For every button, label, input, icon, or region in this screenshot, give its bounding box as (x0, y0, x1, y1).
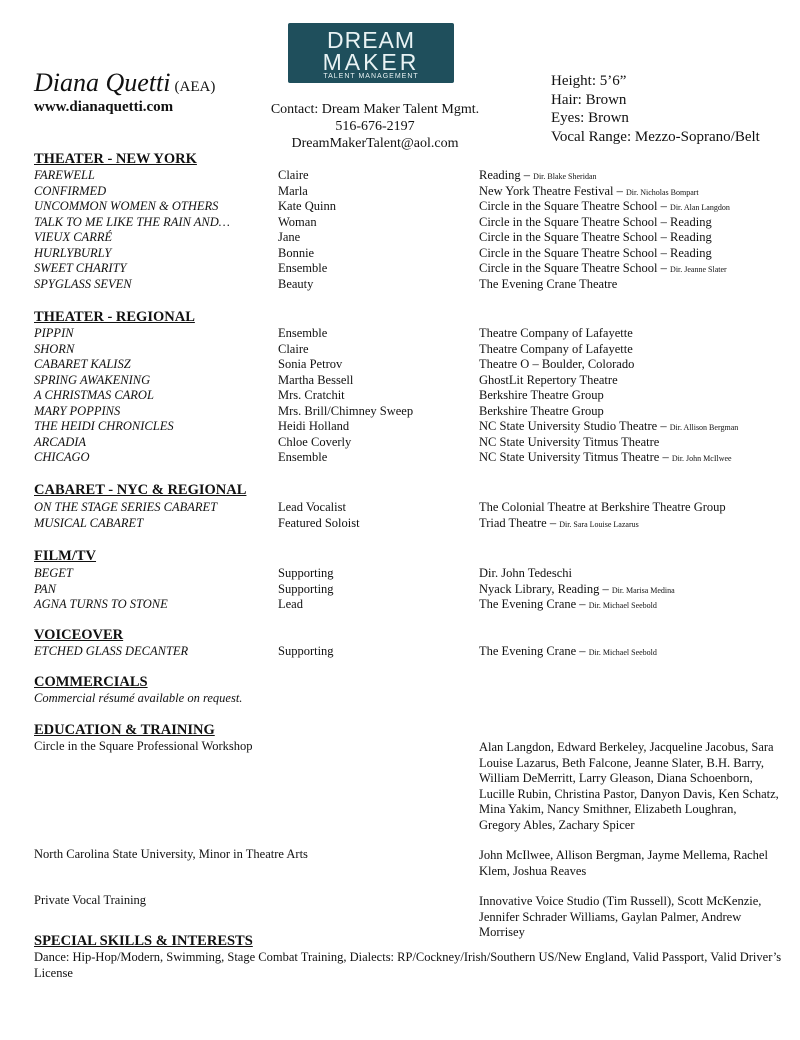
credit-venue (479, 184, 699, 199)
director-text: Dir. Michael Seebold (588, 601, 657, 610)
credit-role: Lead Vocalist (278, 500, 346, 514)
director-text: Dir. Sara Louise Lazarus (559, 519, 639, 529)
credit-venue (479, 500, 726, 515)
education-teachers: John McIlwee, Allison Bergman, Jayme Mellema, Rachel Klem, Joshua Reaves (479, 848, 768, 878)
venue-text: Theatre Company of Lafayette (479, 341, 633, 356)
venue-text: The Evening Crane – (479, 644, 589, 658)
credit-role: Beauty (278, 276, 314, 291)
credit-role: Lead (278, 597, 303, 611)
venue-text: Reading – (479, 168, 534, 182)
credit-row (0, 261, 800, 277)
education-program: Private Vocal Training (34, 893, 147, 907)
venue-text: Circle in the Square Theatre School – (479, 261, 671, 275)
credit-row (0, 326, 800, 342)
credit-role: Woman (278, 214, 317, 229)
credit-venue (479, 566, 572, 581)
contact-agency: Contact: Dream Maker Talent Mgmt. (270, 102, 480, 117)
venue-text: NC State University Titmus Theatre – (479, 450, 672, 464)
credit-title: SPYGLASS SEVEN (34, 276, 132, 291)
logo-line-1: DREAM (326, 27, 416, 53)
credit-role: Kate Quinn (278, 199, 336, 213)
credit-role: Heidi Holland (278, 419, 350, 433)
credit-row (0, 277, 800, 293)
venue-text: Circle in the Square Theatre School – Reading (479, 214, 712, 229)
credit-venue (479, 435, 659, 450)
credit-row (0, 516, 800, 532)
credit-venue (479, 277, 617, 292)
credit-role: Ensemble (278, 261, 328, 275)
credit-role: Marla (278, 183, 308, 198)
section-header-skills: SPECIAL SKILLS & INTERESTS (34, 933, 253, 949)
credit-venue (479, 644, 657, 659)
education-program: North Carolina State University, Minor in Theatre Arts (34, 847, 308, 861)
credit-row (0, 582, 800, 598)
credit-role: Jane (278, 230, 301, 244)
section-header-film-tv: FILM/TV (34, 548, 97, 564)
credit-role: Martha Bessell (278, 372, 354, 387)
credit-title: UNCOMMON WOMEN & OTHERS (34, 199, 219, 213)
credit-venue (479, 388, 604, 403)
logo-line-2: MAKER (322, 49, 420, 75)
director-text: Dir. John McIlwee (671, 454, 732, 463)
credit-row (0, 199, 800, 215)
contact-email[interactable]: DreamMakerTalent@aol.com (291, 136, 459, 151)
credit-role: Supporting (278, 566, 334, 580)
credit-row (0, 373, 800, 389)
credit-row (0, 215, 800, 231)
credit-title: SPRING AWAKENING (34, 372, 151, 387)
credit-row (0, 450, 800, 466)
section-header-theater-ny: THEATER - NEW YORK (34, 151, 197, 167)
education-program: Circle in the Square Professional Workshop (34, 739, 253, 753)
credit-title: HURLYBURLY (34, 245, 112, 260)
credit-venue (479, 516, 639, 531)
actor-name-text: Diana Quetti (34, 68, 171, 97)
venue-text: Nyack Library, Reading – (479, 581, 612, 596)
credit-venue (479, 582, 675, 597)
credit-venue (479, 261, 727, 276)
director-text: Dir. Jeanne Slater (670, 265, 727, 274)
venue-text: Theatre O – Boulder, Colorado (479, 357, 635, 371)
skills-text: Dance: Hip-Hop/Modern, Swimming, Stage Combat Training, Dialects: RP/Cockney/Irish/Southern US/New England, Valid Passport, Valid Driver’s License (34, 950, 782, 980)
credit-row (0, 435, 800, 451)
credit-title: VIEUX CARRÉ (34, 230, 113, 244)
credit-title: SHORN (34, 341, 75, 356)
credit-row (0, 230, 800, 246)
credit-role: Mrs. Cratchit (278, 388, 345, 402)
credit-role: Chloe Coverly (278, 434, 352, 449)
credit-row (0, 500, 800, 516)
credit-venue (479, 168, 597, 183)
credit-row (0, 168, 800, 184)
stat-height: Height: 5’6” (551, 73, 627, 89)
credit-venue (479, 215, 712, 230)
venue-text: Dir. John Tedeschi (479, 566, 572, 580)
website-link[interactable]: www.dianaquetti.com (34, 99, 174, 115)
actor-name (34, 68, 215, 98)
credit-row (0, 597, 800, 613)
credit-venue (479, 419, 738, 434)
credit-role: Sonia Petrov (278, 357, 343, 371)
credit-row (0, 566, 800, 582)
venue-text: Berkshire Theatre Group (479, 403, 604, 418)
logo-line-3: TALENT MANAGEMENT (323, 73, 419, 80)
section-header-commercials: COMMERCIALS (34, 674, 148, 690)
credit-row (0, 246, 800, 262)
commercials-note: Commercial résumé available on request. (34, 691, 243, 705)
credit-role: Bonnie (278, 245, 315, 260)
credit-title: A CHRISTMAS CAROL (34, 388, 154, 402)
credit-row (0, 184, 800, 200)
credit-venue (479, 246, 712, 261)
director-text: Dir. Blake Sheridan (533, 172, 597, 181)
venue-text: The Evening Crane Theatre (479, 276, 618, 291)
credit-title: CHICAGO (34, 450, 90, 464)
venue-text: NC State University Studio Theatre – (479, 419, 670, 433)
education-teachers: Alan Langdon, Edward Berkeley, Jacqueline Jacobus, Sara Louise Lazarus, Beth Falcone, Jeanne Slater, B.H. Barry, William DeMerritt, Larry Gleason, Diana Schoenborn, Lucille Rubin, Christina Pastor, Danyon Davis, Ken Schatz, Mina Yakim, Nancy Smithner, Elizabeth Loughran, Gregory Ables, Zachary Spicer (479, 740, 779, 832)
section-header-voiceover: VOICEOVER (34, 627, 124, 643)
credit-title: BEGET (34, 566, 73, 580)
contact-phone[interactable]: 516-676-2197 (335, 119, 415, 134)
venue-text: Circle in the Square Theatre School – (479, 199, 671, 213)
contact-block (262, 101, 488, 152)
physical-stats (551, 72, 760, 146)
venue-text: Berkshire Theatre Group (479, 388, 604, 402)
section-header-education: EDUCATION & TRAINING (34, 722, 215, 738)
stat-hair: Hair: Brown (551, 91, 627, 108)
agency-logo (288, 23, 454, 83)
credit-role: Ensemble (278, 450, 328, 464)
credit-venue (479, 357, 634, 372)
credit-row (0, 419, 800, 435)
credit-row (0, 404, 800, 420)
credit-row (0, 644, 800, 660)
credit-title: MUSICAL CABARET (34, 515, 144, 530)
credit-title: PIPPIN (34, 326, 74, 340)
director-text: Dir. Alan Langdon (670, 203, 730, 212)
union-affiliation: (AEA) (174, 79, 216, 95)
credit-title: PAN (34, 581, 56, 596)
credit-title: CABARET KALISZ (34, 357, 131, 371)
credit-venue (479, 199, 730, 214)
credit-row (0, 342, 800, 358)
director-text: Dir. Marisa Medina (611, 585, 675, 595)
venue-text: The Evening Crane – (479, 597, 589, 611)
section-header-cabaret: CABARET - NYC & REGIONAL (34, 482, 247, 498)
credit-venue (479, 230, 712, 245)
credit-title: THE HEIDI CHRONICLES (34, 419, 174, 433)
credit-role: Claire (278, 341, 309, 356)
credit-role: Supporting (278, 581, 334, 596)
director-text: Dir. Allison Bergman (669, 423, 739, 432)
credit-venue (479, 373, 618, 388)
credit-row (0, 388, 800, 404)
credit-venue (479, 450, 732, 465)
credit-title: TALK TO ME LIKE THE RAIN AND… (34, 214, 230, 229)
credit-title: MARY POPPINS (34, 403, 121, 418)
venue-text: Circle in the Square Theatre School – Reading (479, 230, 712, 244)
credit-title: ARCADIA (34, 434, 87, 449)
stat-vocal-range: Vocal Range: Mezzo-Soprano/Belt (551, 128, 760, 145)
section-header-theater-regional: THEATER - REGIONAL (34, 309, 195, 325)
venue-text: GhostLit Repertory Theatre (479, 372, 618, 387)
credit-title: CONFIRMED (34, 183, 107, 198)
credit-role: Mrs. Brill/Chimney Sweep (278, 403, 414, 418)
venue-text: Theatre Company of Lafayette (479, 326, 633, 340)
credit-title: ETCHED GLASS DECANTER (34, 644, 189, 658)
credit-title: FAREWELL (34, 168, 95, 182)
director-text: Dir. Michael Seebold (588, 648, 657, 657)
credit-row (0, 357, 800, 373)
venue-text: Triad Theatre – (479, 515, 560, 530)
credit-role: Supporting (278, 644, 334, 658)
credit-title: ON THE STAGE SERIES CABARET (34, 500, 218, 514)
director-text: Dir. Nicholas Bompart (625, 187, 699, 197)
venue-text: The Colonial Theatre at Berkshire Theatre Group (479, 500, 726, 514)
venue-text: Circle in the Square Theatre School – Reading (479, 245, 712, 260)
credit-role: Ensemble (278, 326, 328, 340)
venue-text: New York Theatre Festival – (479, 183, 626, 198)
venue-text: NC State University Titmus Theatre (479, 434, 660, 449)
credit-title: AGNA TURNS TO STONE (34, 597, 168, 611)
stat-eyes: Eyes: Brown (551, 110, 629, 126)
credit-venue (479, 597, 657, 612)
credit-title: SWEET CHARITY (34, 261, 127, 275)
credit-venue (479, 326, 633, 341)
credit-venue (479, 404, 604, 419)
education-teachers: Innovative Voice Studio (Tim Russell), Scott McKenzie, Jennifer Schrader Williams, Gaylan Palmer, Andrew Morrisey (479, 894, 762, 939)
credit-role: Featured Soloist (278, 515, 360, 530)
credit-venue (479, 342, 633, 357)
credit-role: Claire (278, 168, 309, 182)
